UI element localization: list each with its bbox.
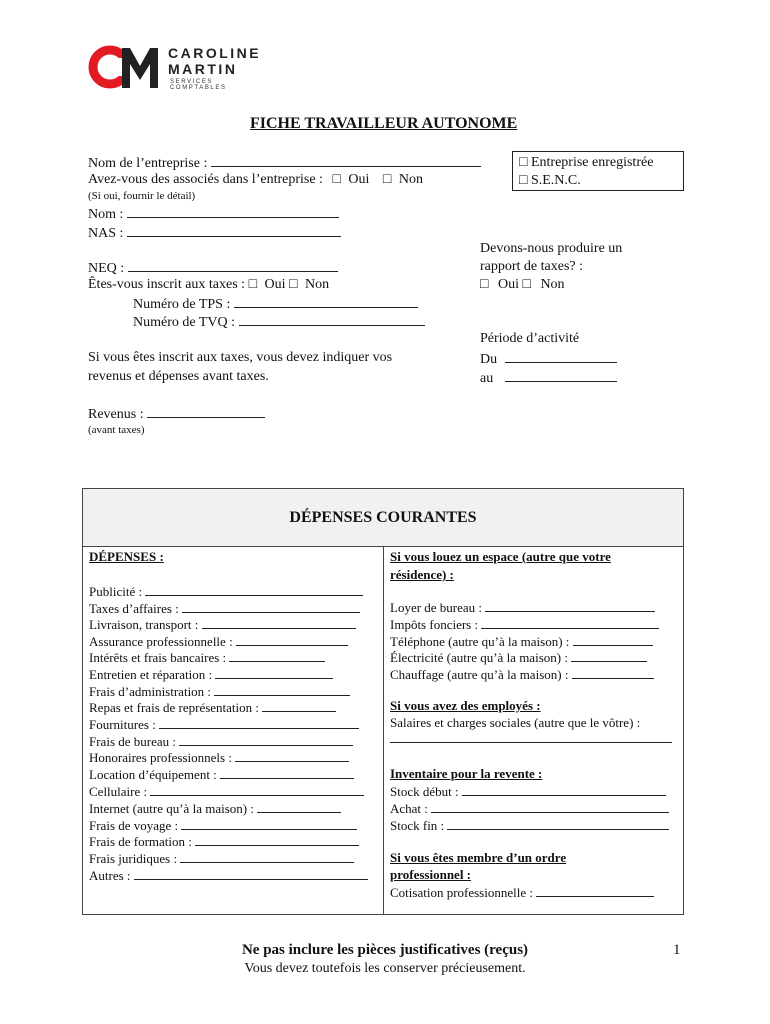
expense-label: Cellulaire : — [89, 784, 148, 799]
expense-field[interactable] — [214, 683, 350, 696]
expense-field[interactable] — [202, 616, 356, 629]
expense-label: Autres : — [89, 868, 131, 883]
inventory-header: Inventaire pour la revente : — [390, 766, 543, 781]
tax-report-line2: rapport de taxes? : — [480, 259, 584, 274]
order-label: Cotisation professionnelle : — [390, 885, 533, 900]
expense-label: Livraison, transport : — [89, 617, 199, 632]
neq-label: NEQ : — [88, 261, 125, 276]
table-column-divider — [383, 546, 384, 914]
expense-label: Frais de bureau : — [89, 734, 177, 749]
logo-name-first: CAROLINE — [168, 45, 262, 61]
activity-from-label: Du — [480, 352, 498, 367]
tax-note-line2: revenus et dépenses avant taxes. — [88, 369, 269, 384]
expense-field[interactable] — [236, 633, 348, 646]
expense-label: Assurance professionnelle : — [89, 634, 233, 649]
employees-field[interactable] — [390, 730, 672, 748]
expense-field[interactable] — [182, 600, 360, 613]
employees-header: Si vous avez des employés : — [390, 698, 541, 713]
status-option-registered[interactable] — [519, 154, 677, 172]
tax-non-checkbox[interactable]: □ — [289, 277, 298, 292]
partners-note: (Si oui, fournir le détail) — [88, 190, 196, 202]
inventory-label: Stock début : — [390, 784, 459, 799]
activity-to-field[interactable] — [505, 369, 617, 382]
report-oui-label: Oui — [497, 277, 519, 292]
expense-field[interactable] — [180, 850, 354, 863]
expense-row — [89, 633, 348, 650]
revenue-note: (avant taxes) — [88, 424, 145, 436]
revenue-label: Revenus : — [88, 407, 144, 422]
report-non-checkbox[interactable]: □ — [522, 277, 531, 292]
inventory-row — [390, 817, 669, 834]
expense-label: Fournitures : — [89, 717, 156, 732]
expense-row — [89, 683, 350, 700]
form-title: FICHE TRAVAILLEUR AUTONOME — [250, 115, 518, 132]
rent-label: Téléphone (autre qu’à la maison) : — [390, 634, 570, 649]
rent-field[interactable] — [572, 666, 654, 679]
expense-row — [89, 800, 341, 817]
nas-field[interactable] — [127, 224, 341, 237]
expense-row — [89, 749, 349, 766]
rent-label: Électricité (autre qu’à la maison) : — [390, 650, 568, 665]
order-field[interactable] — [536, 884, 654, 897]
order-row — [390, 884, 654, 901]
name-label: Nom : — [88, 207, 124, 222]
tax-non-label: Non — [305, 277, 330, 292]
expense-field[interactable] — [181, 817, 357, 830]
report-oui-checkbox[interactable]: □ — [480, 277, 489, 292]
partners-oui-checkbox[interactable]: □ — [332, 172, 341, 187]
expense-label: Frais de formation : — [89, 834, 192, 849]
status-senc-checkbox[interactable]: □ — [519, 173, 528, 188]
expense-label: Frais juridiques : — [89, 851, 178, 866]
report-non-label: Non — [540, 277, 565, 292]
status-registered-checkbox[interactable]: □ — [519, 155, 528, 170]
expense-label: Repas et frais de représentation : — [89, 700, 260, 715]
expense-field[interactable] — [215, 666, 333, 679]
inventory-row — [390, 800, 669, 817]
rent-row — [390, 599, 655, 616]
expense-row — [89, 716, 359, 733]
expense-row — [89, 850, 354, 867]
business-status-box — [512, 151, 684, 191]
rent-header-line2: résidence) : — [390, 567, 454, 582]
expense-row — [89, 616, 356, 633]
name-field[interactable] — [127, 205, 339, 218]
expense-label: Location d’équipement : — [89, 767, 217, 782]
partners-row — [88, 172, 423, 188]
expense-row — [89, 649, 325, 666]
activity-to-label: au — [480, 371, 494, 386]
expense-field[interactable] — [257, 800, 341, 813]
tvq-label: Numéro de TVQ : — [133, 315, 235, 330]
partners-oui-label: Oui — [348, 172, 370, 187]
order-header-line2: professionnel : — [390, 867, 472, 882]
tps-label: Numéro de TPS : — [133, 297, 231, 312]
partners-non-label: Non — [398, 172, 424, 187]
activity-from-field[interactable] — [505, 350, 617, 363]
rent-field[interactable] — [485, 599, 655, 612]
expense-label: Internet (autre qu’à la maison) : — [89, 801, 254, 816]
activity-period-title: Période d’activité — [480, 331, 580, 346]
tps-field[interactable] — [234, 295, 418, 308]
rent-row — [390, 649, 647, 666]
expense-label: Frais de voyage : — [89, 818, 179, 833]
rent-field[interactable] — [481, 616, 659, 629]
expense-label: Taxes d’affaires : — [89, 601, 179, 616]
expense-row — [89, 600, 360, 617]
tax-note-line1: Si vous êtes inscrit aux taxes, vous devez indiquer vos — [88, 350, 393, 365]
rent-row — [390, 633, 653, 650]
expense-row — [89, 766, 354, 783]
revenue-row — [88, 405, 265, 423]
expense-field[interactable] — [235, 749, 349, 762]
inventory-field[interactable] — [462, 783, 666, 796]
footer-note: Vous devez toutefois les conserver précieusement. — [244, 961, 526, 976]
logo-name-last: MARTIN — [168, 61, 238, 77]
expense-label: Honoraires professionnels : — [89, 750, 232, 765]
company-logo — [88, 44, 268, 92]
tax-registered-row — [88, 277, 329, 293]
partners-question: Avez-vous des associés dans l’entreprise : — [88, 172, 323, 187]
tax-report-line1: Devons-nous produire un — [480, 241, 623, 256]
expense-field[interactable] — [150, 783, 364, 796]
expense-label: Entretien et réparation : — [89, 667, 213, 682]
neq-row — [88, 259, 338, 277]
inventory-label: Achat : — [390, 801, 428, 816]
rent-label: Loyer de bureau : — [390, 600, 483, 615]
tvq-row — [133, 313, 425, 331]
expense-field[interactable] — [145, 583, 363, 596]
nas-label: NAS : — [88, 226, 124, 241]
tax-report-options — [480, 277, 565, 293]
expenses-table-header — [83, 489, 683, 547]
expenses-table-title: DÉPENSES COURANTES — [289, 509, 477, 526]
logo-subtitle: SERVICES COMPTABLES — [170, 79, 227, 91]
status-registered-label: Entreprise enregistrée — [530, 155, 654, 170]
rent-header-line1: Si vous louez un espace (autre que votre — [390, 549, 611, 564]
expense-label: Frais d’administration : — [89, 684, 212, 699]
status-option-senc[interactable] — [519, 172, 677, 190]
partners-non-checkbox[interactable]: □ — [382, 172, 392, 187]
tps-row — [133, 295, 418, 313]
order-header-line1: Si vous êtes membre d’un ordre — [390, 850, 567, 865]
expense-row — [89, 666, 333, 683]
expense-field[interactable] — [179, 733, 353, 746]
cm-logo-mark — [88, 44, 164, 90]
expense-row — [89, 583, 363, 600]
expense-field[interactable] — [159, 716, 359, 729]
expense-field[interactable] — [220, 766, 354, 779]
company-name-label: Nom de l’entreprise : — [88, 156, 208, 171]
expense-field[interactable] — [134, 867, 368, 880]
expense-row — [89, 867, 368, 884]
employees-label: Salaires et charges sociales (autre que le vôtre) : — [390, 715, 641, 730]
expense-row — [89, 817, 357, 834]
inventory-field[interactable] — [447, 817, 669, 830]
expense-row — [89, 783, 364, 800]
rent-field[interactable] — [573, 633, 653, 646]
activity-to-row — [480, 369, 617, 387]
tvq-field[interactable] — [239, 313, 425, 326]
rent-label: Chauffage (autre qu’à la maison) : — [390, 667, 569, 682]
expense-field[interactable] — [229, 649, 325, 662]
tax-registered-question: Êtes-vous inscrit aux taxes : — [88, 277, 246, 292]
inventory-label: Stock fin : — [390, 818, 445, 833]
activity-from-row — [480, 350, 617, 368]
name-row — [88, 205, 339, 223]
nas-row — [88, 224, 341, 242]
rent-label: Impôts fonciers : — [390, 617, 479, 632]
revenue-field[interactable] — [147, 405, 265, 418]
expenses-table — [82, 488, 684, 915]
inventory-field[interactable] — [431, 800, 669, 813]
expenses-left-header: DÉPENSES : — [89, 549, 164, 564]
inventory-row — [390, 783, 666, 800]
status-senc-label: S.E.N.C. — [530, 173, 581, 188]
footer-warning: Ne pas inclure les pièces justificatives (reçus) — [241, 942, 529, 958]
expense-row — [89, 733, 353, 750]
expense-field[interactable] — [262, 699, 336, 712]
rent-field[interactable] — [571, 649, 647, 662]
expense-row — [89, 699, 336, 716]
tax-oui-label: Oui — [264, 277, 286, 292]
neq-field[interactable] — [128, 259, 338, 272]
expense-field[interactable] — [195, 833, 359, 846]
expense-label: Publicité : — [89, 584, 143, 599]
company-name-field[interactable] — [211, 154, 481, 167]
rent-row — [390, 666, 654, 683]
company-name-row — [88, 154, 481, 172]
rent-row — [390, 616, 659, 633]
expense-row — [89, 833, 359, 850]
tax-oui-checkbox[interactable]: □ — [248, 277, 258, 292]
page-number: 1 — [673, 942, 681, 958]
expense-label: Intérêts et frais bancaires : — [89, 650, 227, 665]
